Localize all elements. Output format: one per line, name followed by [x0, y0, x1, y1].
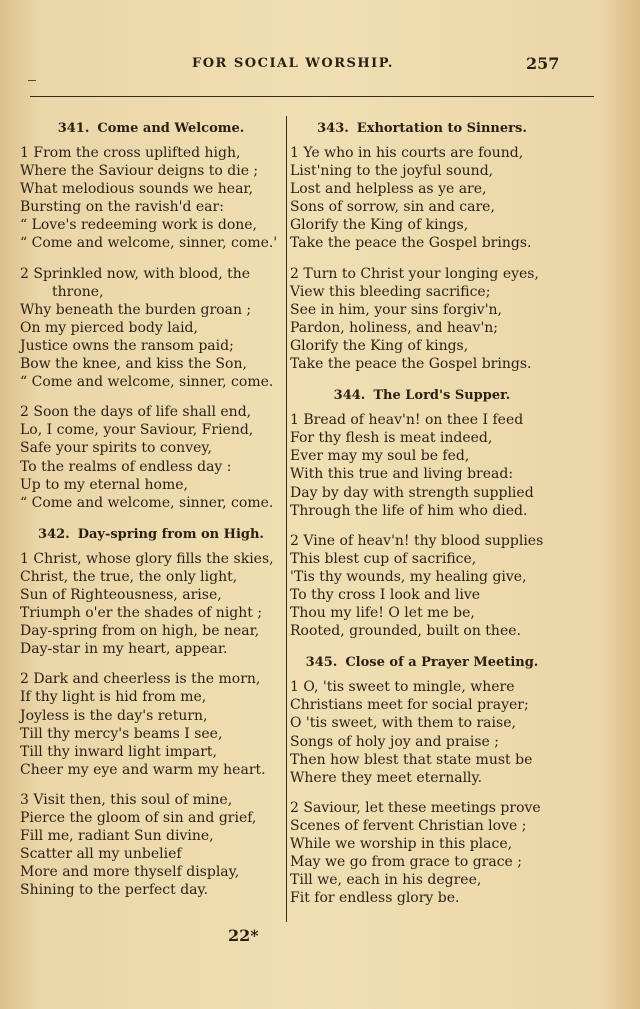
verse-line: Cheer my eye and warm my heart.: [20, 761, 266, 778]
verse-line: Fit for endless glory be.: [290, 890, 460, 907]
column-divider: [286, 116, 287, 922]
verse-line: Up to my eternal home,: [20, 476, 188, 493]
running-title: FOR SOCIAL WORSHIP.: [192, 56, 394, 71]
hymn-number: 345.: [305, 655, 338, 671]
hymn: [290, 118, 554, 373]
verse-line: Bow the knee, and kiss the Son,: [20, 356, 247, 373]
verse-line: 1 Ye who in his courts are found,: [290, 145, 524, 161]
verse-line: Take the peace the Gospel brings.: [290, 356, 532, 373]
margin-mark: [28, 80, 36, 81]
verse-line: 2 Vine of heav'n! thy blood supplies: [290, 532, 544, 549]
verse-line: Till we, each in his degree,: [290, 872, 482, 889]
verse-line: To the realms of endless day :: [20, 458, 232, 475]
verse-line: More and more thyself display,: [20, 864, 240, 881]
verse-line: 'Tis thy wounds, my healing give,: [290, 568, 527, 585]
page-header: [0, 56, 640, 80]
hymn: [290, 652, 554, 907]
header-rule: [30, 96, 594, 97]
hymn-title-text: Come and Welcome.: [97, 121, 245, 136]
verse-line: Lo, I come, your Saviour, Friend,: [20, 422, 254, 439]
hymn: [20, 524, 282, 900]
verse-line: Sons of sorrow, sin and care,: [290, 199, 495, 216]
verse-line: Where they meet eternally.: [290, 769, 483, 786]
verse-line: 2 Soon the days of life shall end,: [20, 404, 252, 421]
verse-line: 2 Sprinkled now, with blood, the: [20, 265, 251, 282]
verse-line: Day-spring from on high, be near,: [20, 623, 260, 640]
hymn-title: [290, 118, 554, 144]
verse-line: Rooted, grounded, built on thee.: [290, 623, 521, 640]
verse-line: Pierce the gloom of sin and grief,: [20, 810, 257, 826]
verse-line: Till thy mercy's beams I see,: [20, 725, 223, 742]
hymn-number: 343.: [317, 121, 349, 136]
hymn-title: [290, 385, 554, 411]
verse-line: 3 Visit then, this soul of mine,: [20, 791, 233, 808]
stanza: [290, 411, 554, 520]
verse-line: List'ning to the joyful sound,: [290, 163, 494, 180]
right-column: [290, 118, 554, 919]
verse-line: This blest cup of sacrifice,: [290, 550, 477, 567]
verse-line: Fill me, radiant Sun divine,: [20, 828, 214, 845]
verse-line: Where the Saviour deigns to die ;: [20, 163, 259, 180]
stanza: [290, 799, 554, 908]
verse-line: Triumph o'er the shades of night ;: [20, 605, 263, 622]
stanza: [20, 403, 282, 512]
verse-line: For thy flesh is meat indeed,: [290, 430, 493, 447]
verse-line: Pardon, holiness, and heav'n;: [290, 319, 499, 336]
verse-line: 2 Saviour, let these meetings prove: [290, 799, 541, 816]
verse-line: Day-star in my heart, appear.: [20, 641, 228, 658]
verse-line: Safe your spirits to convey,: [20, 440, 212, 457]
stanza: [20, 791, 282, 900]
verse-line: With this true and living bread:: [290, 466, 514, 483]
verse-line: See in him, your sins forgiv'n,: [290, 301, 503, 318]
verse-line: Thou my life! O let me be,: [290, 605, 475, 622]
verse-line: On my pierced body laid,: [20, 319, 198, 336]
verse-line: 1 O, 'tis sweet to mingle, where: [290, 679, 515, 696]
verse-line: 2 Turn to Christ your longing eyes,: [290, 265, 539, 282]
hymn-number: 341.: [57, 121, 90, 136]
verse-line: Glorify the King of kings,: [290, 337, 469, 354]
verse-line: Ever may my soul be fed,: [290, 448, 470, 465]
verse-line: 2 Dark and cheerless is the morn,: [20, 671, 261, 688]
verse-line: Scenes of fervent Christian love ;: [290, 817, 527, 834]
verse-line: Justice owns the ransom paid;: [20, 337, 234, 354]
verse-line: Take the peace the Gospel brings.: [290, 235, 532, 252]
stanza: [290, 532, 554, 641]
verse-line: Day by day with strength supplied: [290, 484, 534, 501]
verse-line: “ Come and welcome, sinner, come.': [20, 235, 278, 252]
verse-line: View this bleeding sacrifice;: [290, 283, 491, 300]
verse-line: Through the life of him who died.: [290, 502, 528, 519]
stanza: [290, 144, 554, 253]
verse-line: 1 Bread of heav'n! on thee I feed: [290, 412, 524, 429]
hymn-number: 342.: [38, 526, 70, 542]
hymn-title: [20, 118, 282, 144]
verse-line: Songs of holy joy and praise ;: [290, 733, 499, 750]
verse-line: Till thy inward light impart,: [20, 743, 217, 760]
verse-line: Christians meet for social prayer;: [290, 697, 529, 714]
verse-line: “ Love's redeeming work is done,: [20, 217, 257, 234]
hymn-title-text: Close of a Prayer Meeting.: [345, 655, 539, 671]
verse-line: O 'tis sweet, with them to raise,: [290, 715, 516, 732]
stanza: [20, 265, 282, 392]
signature-mark: 22*: [228, 926, 259, 945]
verse-line: “ Come and welcome, sinner, come.: [20, 374, 274, 391]
hymn-number: 344.: [333, 388, 366, 404]
hymn-title: [20, 524, 282, 550]
page-number: 257: [526, 54, 560, 73]
verse-line: Why beneath the burden groan ;: [20, 301, 252, 318]
verse-line: Lost and helpless as ye are,: [290, 181, 487, 198]
hymn: [290, 385, 554, 640]
stanza: [290, 678, 554, 787]
hymn: [20, 118, 282, 512]
verse-line: Scatter all my unbelief: [20, 846, 182, 863]
verse-line: Sun of Righteousness, arise,: [20, 586, 222, 603]
verse-line: Joyless is the day's return,: [20, 707, 208, 724]
verse-line: Bursting on the ravish'd ear:: [20, 199, 224, 216]
left-column: [20, 118, 282, 911]
hymn-title: [290, 652, 554, 678]
verse-line: 1 Christ, whose glory fills the skies,: [20, 550, 274, 567]
stanza: [20, 550, 282, 659]
verse-line: If thy light is hid from me,: [20, 689, 207, 706]
verse-line: “ Come and welcome, sinner, come.: [20, 494, 274, 511]
verse-line: Glorify the King of kings,: [290, 217, 469, 234]
verse-line: May we go from grace to grace ;: [290, 854, 523, 871]
hymn-title-text: The Lord's Supper.: [373, 388, 511, 404]
verse-line: Then how blest that state must be: [290, 751, 533, 768]
verse-line: To thy cross I look and live: [290, 586, 481, 603]
verse-line: 1 From the cross uplifted high,: [20, 145, 241, 161]
hymn-title-text: Exhortation to Sinners.: [356, 121, 527, 136]
verse-line: While we worship in this place,: [290, 836, 513, 852]
hymn-title-text: Day-spring from on High.: [77, 526, 264, 542]
stanza: [20, 144, 282, 253]
verse-line: throne,: [52, 283, 104, 300]
verse-line: Christ, the true, the only light,: [20, 568, 238, 585]
stanza: [290, 265, 554, 374]
verse-line: What melodious sounds we hear,: [20, 181, 254, 198]
stanza: [20, 670, 282, 779]
verse-line: Shining to the perfect day.: [20, 882, 209, 899]
